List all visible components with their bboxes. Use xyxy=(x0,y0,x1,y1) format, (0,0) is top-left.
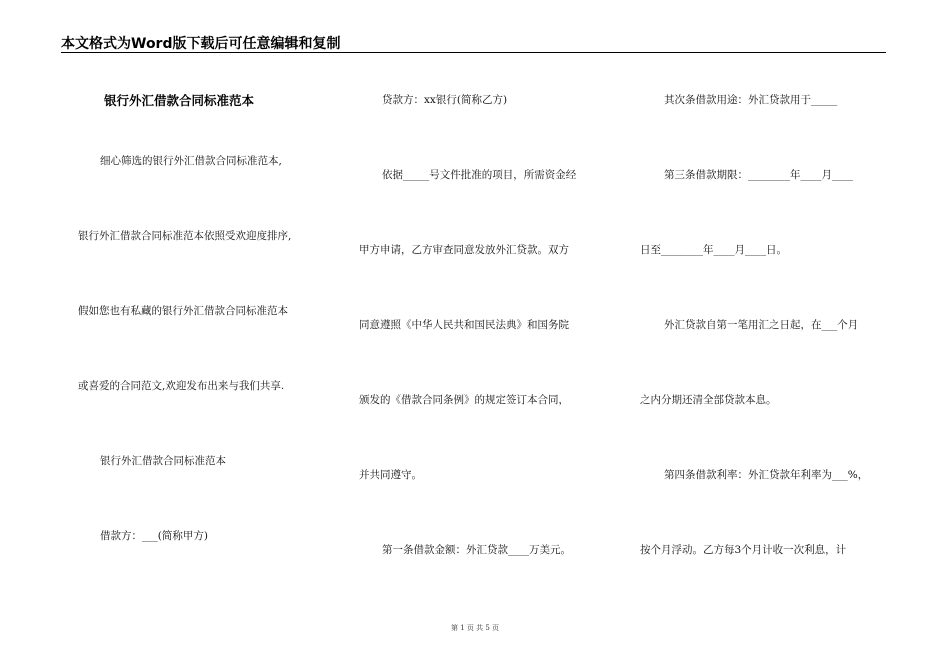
column-1-line: 或喜爱的合同范文,欢迎发布出来与我们共享. xyxy=(78,380,285,392)
page-number: 第 1 页 共 5 页 xyxy=(450,624,500,632)
column-1-line: 细心筛选的银行外汇借款合同标准范本, xyxy=(100,155,282,167)
column-2-line: 同意遵照《中华人民共和国民法典》和国务院 xyxy=(359,319,569,331)
column-1-line: 假如您也有私藏的银行外汇借款合同标准范本 xyxy=(78,305,288,317)
column-2-line: 第一条借款金额：外汇贷款____万美元。 xyxy=(382,544,571,556)
document-header: 本文格式为Word版下载后可任意编辑和复制 xyxy=(61,36,341,52)
column-3-line: 日至________年____月____日。 xyxy=(640,244,787,256)
document-title: 银行外汇借款合同标准范本 xyxy=(104,93,255,108)
header-divider xyxy=(61,52,886,53)
column-1-line: 银行外汇借款合同标准范本 xyxy=(100,455,226,467)
column-3-line: 其次条借款用途：外汇贷款用于_____ xyxy=(664,94,838,106)
column-3-line: 之内分期还清全部贷款本息。 xyxy=(640,394,777,406)
column-2-line: 甲方申请，乙方审查同意发放外汇贷款。双方 xyxy=(359,244,569,256)
column-3-line: 第三条借款期限：________年____月____ xyxy=(664,169,853,181)
column-3-line: 按个月浮动。乙方每3个月计收一次利息，计 xyxy=(640,544,847,556)
column-3-line: 第四条借款利率：外汇贷款年利率为___%， xyxy=(664,469,869,481)
column-1-line: 银行外汇借款合同标准范本依照受欢迎度排序, xyxy=(78,230,292,242)
column-2-line: 依据_____号文件批准的项目，所需资金经 xyxy=(382,169,577,181)
column-2-line: 并共同遵守。 xyxy=(359,469,422,481)
column-3-line: 外汇贷款自第一笔用汇之日起，在___个月 xyxy=(664,319,859,331)
column-2-line: 颁发的《借款合同条例》的规定签订本合同， xyxy=(359,394,569,406)
column-2-line: 贷款方：xx银行(简称乙方) xyxy=(382,94,508,106)
column-1-line: 借款方：___(简称甲方) xyxy=(100,530,208,542)
